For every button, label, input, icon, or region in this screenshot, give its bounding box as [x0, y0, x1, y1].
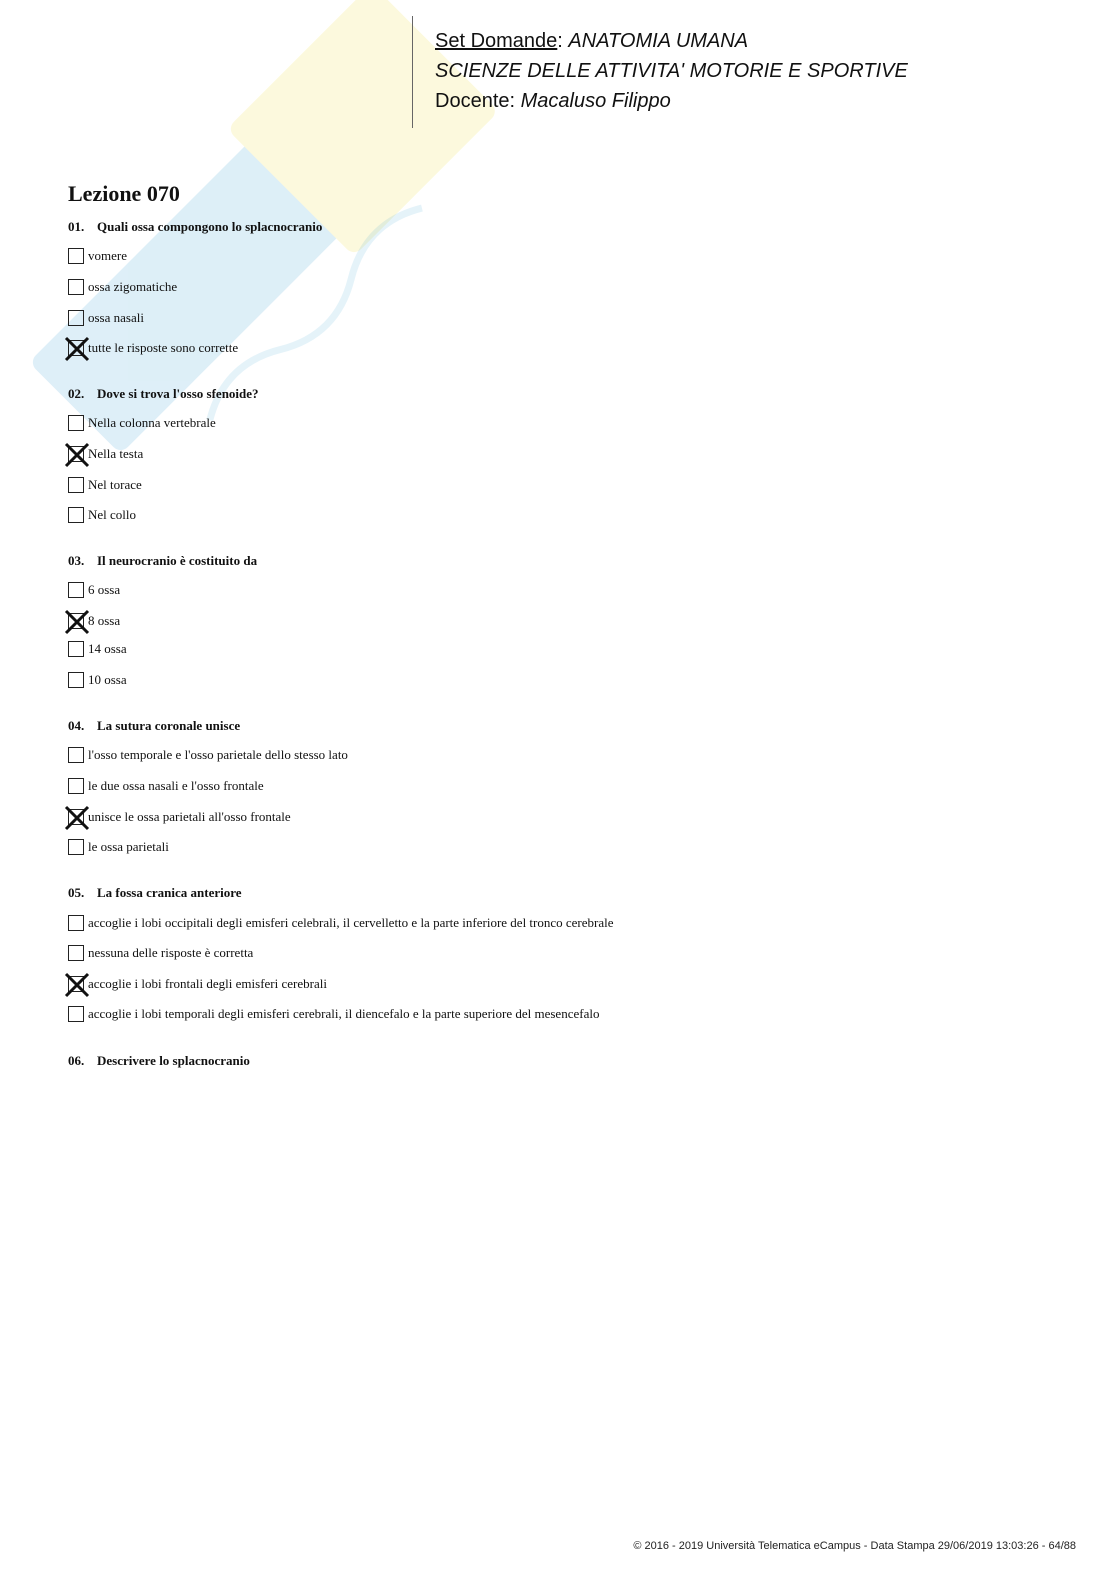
question-01-option-2[interactable] [68, 278, 177, 296]
question-text: La fossa cranica anteriore [97, 885, 242, 900]
question-03-option-1[interactable] [68, 581, 120, 599]
question-05-option-3[interactable] [68, 975, 327, 993]
option-label: Nella colonna vertebrale [88, 415, 216, 430]
set-line [435, 26, 908, 56]
question-text: Dove si trova l'osso sfenoide? [97, 386, 259, 401]
question-text: Quali ossa compongono lo splacnocranio [97, 219, 323, 234]
x-mark-icon [66, 974, 88, 996]
question-number: 05. [68, 885, 85, 900]
page-footer: © 2016 - 2019 Università Telematica eCampus - Data Stampa 29/06/2019 13:03:26 - 64/88 [633, 1540, 1076, 1552]
option-label: Nel collo [88, 507, 137, 522]
question-03-option-3[interactable] [68, 640, 127, 658]
checkbox[interactable] [68, 477, 84, 493]
checkbox-checked[interactable] [68, 340, 84, 356]
option-label: 6 ossa [88, 582, 121, 597]
checkbox-checked[interactable] [68, 446, 84, 462]
checkbox[interactable] [68, 415, 84, 431]
header-divider [412, 16, 413, 128]
option-label: le due ossa nasali e l'osso frontale [88, 778, 264, 793]
x-mark-icon [66, 611, 88, 633]
option-label: 8 ossa [88, 613, 121, 628]
question-text: La sutura coronale unisce [97, 718, 241, 733]
checkbox[interactable] [68, 248, 84, 264]
checkbox[interactable] [68, 641, 84, 657]
teacher-label: Docente [435, 90, 510, 112]
question-text: Il neurocranio è costituito da [97, 553, 258, 568]
option-label: accoglie i lobi temporali degli emisferi cerebrali, il diencefalo e la parte superiore del mesencefalo [88, 1006, 600, 1021]
checkbox[interactable] [68, 672, 84, 688]
checkbox[interactable] [68, 310, 84, 326]
checkbox[interactable] [68, 582, 84, 598]
question-02-option-2[interactable] [68, 445, 143, 463]
question-04-option-2[interactable] [68, 777, 264, 795]
question-05-option-4[interactable] [68, 1005, 599, 1023]
question-04-option-1[interactable] [68, 746, 348, 764]
question-number: 06. [68, 1053, 85, 1068]
x-mark-icon [66, 807, 88, 829]
question-number: 02. [68, 386, 85, 401]
option-label: ossa zigomatiche [88, 279, 178, 294]
teacher-name: Macaluso Filippo [520, 90, 671, 112]
option-label: accoglie i lobi occipitali degli emisferi celebrali, il cervelletto e la parte inferiore del tronco cerebrale [88, 915, 614, 930]
checkbox[interactable] [68, 839, 84, 855]
checkbox[interactable] [68, 279, 84, 295]
question-01-option-3[interactable] [68, 309, 144, 327]
checkbox[interactable] [68, 915, 84, 931]
question-number: 03. [68, 553, 85, 568]
option-label: nessuna delle risposte è corretta [88, 945, 254, 960]
set-value: ANATOMIA UMANA [568, 30, 749, 52]
question-02-title [68, 386, 259, 402]
question-02-option-3[interactable] [68, 476, 142, 494]
question-04-option-4[interactable] [68, 838, 169, 856]
option-label: accoglie i lobi frontali degli emisferi cerebrali [88, 976, 327, 991]
option-label: Nel torace [88, 477, 142, 492]
question-02-option-4[interactable] [68, 506, 136, 524]
checkbox[interactable] [68, 1006, 84, 1022]
question-05-option-2[interactable] [68, 944, 253, 962]
option-label: vomere [88, 248, 127, 263]
set-separator: : [557, 30, 569, 52]
checkbox[interactable] [68, 747, 84, 763]
question-03-option-4[interactable] [68, 671, 127, 689]
question-01-option-4[interactable] [68, 339, 238, 357]
option-label: Nella testa [88, 446, 144, 461]
question-number: 01. [68, 219, 85, 234]
set-label: Set Domande [435, 30, 558, 52]
checkbox[interactable] [68, 945, 84, 961]
option-label: le ossa parietali [88, 839, 169, 854]
question-text: Descrivere lo splacnocranio [97, 1053, 250, 1068]
question-number: 04. [68, 718, 85, 733]
question-04-title [68, 718, 240, 734]
question-01-option-1[interactable] [68, 247, 127, 265]
document-header [435, 26, 908, 116]
option-label: 10 ossa [88, 672, 127, 687]
question-02-option-1[interactable] [68, 414, 216, 432]
question-01-title [68, 219, 322, 235]
teacher-separator: : [509, 90, 521, 112]
question-06-title [68, 1053, 250, 1069]
option-label: unisce le ossa parietali all'osso frontale [88, 809, 291, 824]
checkbox-checked[interactable] [68, 613, 84, 629]
question-03-title [68, 553, 257, 569]
course-line [435, 56, 908, 86]
checkbox[interactable] [68, 778, 84, 794]
course-name: SCIENZE DELLE ATTIVITA' MOTORIE E SPORTIVE [435, 60, 908, 82]
option-label: ossa nasali [88, 310, 144, 325]
question-03-option-2[interactable] [68, 612, 120, 630]
option-label: l'osso temporale e l'osso parietale dello stesso lato [88, 747, 348, 762]
checkbox-checked[interactable] [68, 809, 84, 825]
lesson-title: Lezione 070 [68, 181, 180, 206]
x-mark-icon [66, 444, 88, 466]
question-05-option-1[interactable] [68, 914, 614, 932]
x-mark-icon [66, 338, 88, 360]
checkbox-checked[interactable] [68, 976, 84, 992]
option-label: tutte le risposte sono corrette [88, 340, 239, 355]
teacher-line [435, 86, 908, 116]
option-label: 14 ossa [88, 641, 127, 656]
checkbox[interactable] [68, 507, 84, 523]
question-04-option-3[interactable] [68, 808, 291, 826]
question-05-title [68, 885, 242, 901]
